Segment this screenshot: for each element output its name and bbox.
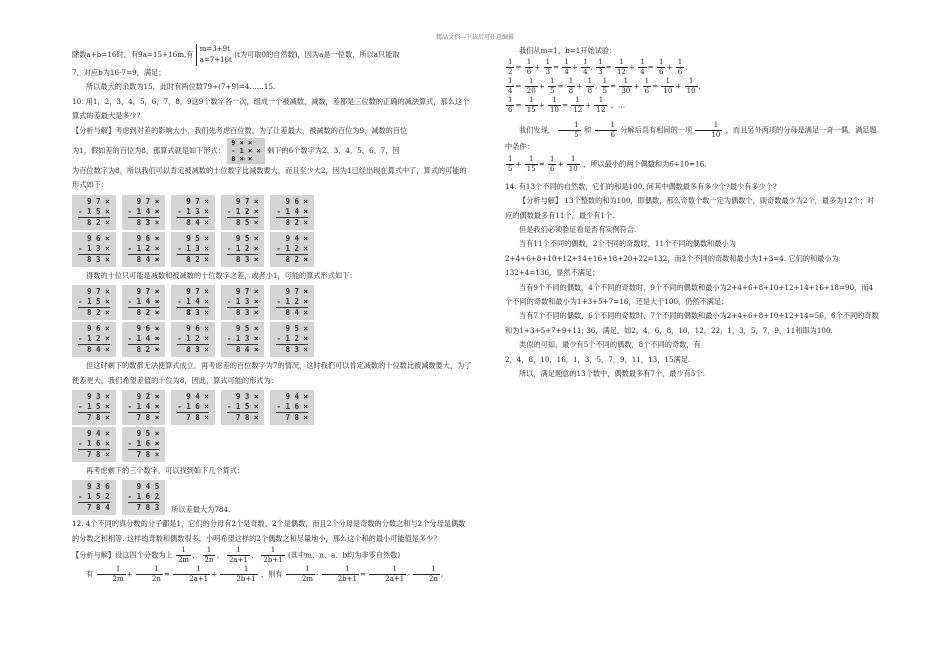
answer-14-line7: 2，4，8，10，16，1，3，5，7，9，11，13，15满足.: [505, 354, 691, 364]
subtraction-block: 9 5 × - 1 3 × 8 2 ×: [171, 232, 215, 267]
answer-14-line4: 当有9个不同的偶数，4个不同的奇数时，9个不同的偶数和最小为2+4+6+8+10+12+14+16+18=90，而4个不同的奇数和最小为1+3+5+7=16，还是大于100，仍然不满足；: [505, 282, 874, 307]
equation-system: m=3+9t a=7+16t: [196, 44, 232, 66]
answer-10-line2: 为1，假如差的百位为8，那算式就是如下形式： 9 × × - 1 × × 8 × × 剩下的6个数字为2、3、4、5、6、7，因: [72, 139, 400, 164]
answer-12-line1: 【分析与解】设这四个分数为上 $\frac{1}{2m}$ 、 $\frac{1}{2n}$ 、 $\frac{1}{2a+1}$ 、 $\frac{1}{2b+1}$ (其中m、n、a、b均为非零自然数): [72, 546, 401, 565]
subtraction-block: 9 6 × - 1 2 × 8 4 ×: [72, 322, 116, 357]
subtraction-block: 9 5 × - 1 3 × 8 4 ×: [221, 322, 265, 357]
subtraction-block: 9 2 × - 1 4 × 7 8 ×: [122, 390, 166, 425]
subtraction-block: 9 6 × - 1 4 × 8 2 ×: [122, 322, 166, 357]
subtraction-block: 9 5 × - 1 6 × 7 8 ×: [122, 427, 166, 462]
subtraction-block: 9 7 × - 1 3 × 8 3 ×: [221, 285, 265, 320]
subtraction-block: 9 5 × - 1 2 × 8 3 ×: [221, 232, 265, 267]
right-line1: 我们从m=1，b=1开始试验：: [519, 46, 617, 55]
arith-grid-2: [72, 285, 472, 357]
left-column: [72, 44, 472, 584]
right-line5: 我们发现， $\frac{1}{5}$ 和 $\frac{1}{6}$ 分解后具有相同的一项 $\frac{1}{10}$ ，而且另外两项的分母是满足一奇一偶，满足题中条件：: [505, 121, 877, 152]
answer-14-line5: 当有7个不同的偶数，6个不同的奇数时，7个不同的偶数和最小为2+4+6+8+10+12+14=56，6个不同的奇数和为1+3+5+7+9+11; 36，满足，如2，4，6，8，10，12，22，1，3，5，7，9，11和即为100.: [505, 311, 879, 335]
answer-12-line2: 有 $\frac{1}{2m}$ + $\frac{1}{2n}$ = $\frac{1}{2a+1}$ + $\frac{1}{2b+1}$ ，则有 $\frac{1}{2m}$ - $\frac{1}{2b+1}$ = $\frac{1}{2a+1}$ - $\frac{1}{2n}$ ,: [86, 565, 444, 584]
subtraction-block: 9 4 × - 1 6 × 7 8 ×: [72, 427, 116, 462]
subtraction-block: 9 6 × - 1 2 × 8 4 ×: [122, 232, 166, 267]
subtraction-block: 9 7 × - 1 5 × 8 2 ×: [72, 195, 116, 230]
fraction-row-1: $\frac{1}{2}$ = $\frac{1}{6}$ + $\frac{1}{3}$ = $\frac{1}{4}$ + $\frac{1}{4}$ , $\frac{1}{3}$ = $\frac{1}{12}$ + $\frac{1}{4}$ = $\frac{1}{6}$ + $\frac{1}{6}$ ,: [508, 58, 688, 77]
arith-row: [72, 285, 472, 320]
arith-row: [72, 195, 472, 230]
answer-14-line8: 所以，满足题意的13个数中，偶数最多有7个，最少有5个.: [519, 369, 705, 379]
arith-row: [72, 232, 472, 267]
subtraction-block: 9 6 × - 1 4 × 8 2 ×: [270, 195, 314, 230]
subtraction-block: 9 4 × - 1 6 × 7 8 ×: [171, 390, 215, 425]
answer-14-line3: 当有11个不同的偶数，2个不同的奇数时，11个不同的偶数和最小为2+4+6+8+10+12+14+16+18+20+22=132，而2个不同的奇数和最小为1+3=4. 它们的和最小为132+4=136，显然不满足；: [505, 239, 839, 278]
subtraction-block: 9 7 × - 1 5 × 8 2 ×: [72, 285, 116, 320]
subtraction-block: 9 4 5 - 1 6 2 7 8 3: [122, 480, 166, 515]
arith-grid-3: [72, 390, 472, 462]
subtraction-block: 9 5 × - 1 2 × 8 3 ×: [270, 322, 314, 357]
question-12: 12. 4个不同的真分数的分子都是1，它们的分母有2个是奇数、2个是偶数，而且2个分母是奇数的分数之和与2个分母是偶数的分数之和相等. 这样的奇数和偶数很多，小明希望这样的2个偶数之和尽量地小，那么这个和的最小可能值是多少？: [72, 519, 466, 543]
page-header: 精品文档---下载后可任意编辑: [435, 34, 515, 41]
fraction-row-2: $\frac{1}{4}$ = $\frac{1}{20}$ + $\frac{1}{5}$ = $\frac{1}{8}$ + $\frac{1}{8}$ , $\frac{1}{5}$ = $\frac{1}{30}$ + $\frac{1}{6}$ = $\frac{1}{10}$ + $\frac{1}{10}$ ,: [508, 77, 701, 96]
answer-10-line6: 再考虑剩下的三个数字，可以找到如下几个算式：: [86, 466, 245, 476]
subtraction-block: 9 7 × - 1 2 × 8 5 ×: [221, 195, 265, 230]
subtraction-block: 9 7 × - 1 4 × 8 3 ×: [122, 195, 166, 230]
subtraction-block: 9 4 × - 1 2 × 8 2 ×: [270, 232, 314, 267]
para-l1: 除数a+b=16时，有9a=15+16m,有 m=3+9t a=7+16t (t为可取0的自然数)，因为a是一位数，所以a只能取: [72, 45, 400, 64]
right-line6: $\frac{1}{5}$ + $\frac{1}{15}$ = $\frac{1}{6}$ + $\frac{1}{10}$ ，所以最小的两个偶数和为6+10=16.: [508, 154, 707, 173]
arith-row: [72, 322, 472, 357]
subtraction-block: 9 3 × - 1 5 × 7 8 ×: [72, 390, 116, 425]
subtraction-block: 9 3 × - 1 5 × 7 8 ×: [221, 390, 265, 425]
arith-row: [72, 427, 472, 462]
subtraction-block: 9 6 × - 1 3 × 8 3 ×: [72, 232, 116, 267]
question-10: 10. 用1，2，3，4，5，6，7，8，9这9个数字各一次，组成一个被减数，减数，差都是三位数的正确的减法算式，那么这个算式的差最大是多少？: [72, 96, 470, 121]
arith-row: [72, 390, 472, 425]
para-l2: 7，对应b为16-7=9，满足；: [72, 68, 166, 77]
arith-grid-1: [72, 195, 472, 267]
arith-row: [72, 480, 165, 515]
subtraction-block: 9 7 × - 1 4 × 8 2 ×: [122, 285, 166, 320]
fraction-row-3: $\frac{1}{6}$ = $\frac{1}{15}$ + $\frac{1}{10}$ = $\frac{1}{12}$ + $\frac{1}{12}$ ，…: [508, 96, 626, 115]
answer-14-line6: 类似的可知，最少有5个不同的偶数，8个不同的奇数，有: [519, 340, 701, 350]
answer-10-line3: 为百位数字为8，所以我们可以肯定被减数的十位数字比减数要大，而且至少大2，因为1已经出现在算式中了，算式的可能的形式如下：: [72, 166, 467, 190]
subtraction-block: 9 6 × - 1 2 × 8 3 ×: [171, 322, 215, 357]
subtraction-template: 9 × × - 1 × × 8 × ×: [227, 138, 265, 164]
question-14: 14. 有13个不同的自然数，它们的和是100. 问其中偶数最多有多少个?最少有多少个?: [505, 181, 777, 191]
answer-10-result: 所以差最大为784.: [171, 505, 231, 515]
subtraction-block: 9 4 × - 1 6 × 7 8 ×: [270, 390, 314, 425]
subtraction-block: 9 7 × - 1 4 × 8 3 ×: [171, 285, 215, 320]
para-l3: 所以最大的余数为15，此时有两位数79÷(7+9)=4……15.: [86, 82, 276, 92]
answer-14-line2: 但是我们必须验证看是否有实例符合.: [519, 225, 637, 235]
subtraction-block: 9 7 × - 1 2 × 8 4 ×: [270, 285, 314, 320]
answer-10-line1: 【分析与解】考虑到对差的影响大小，我们先考虑百位数。为了让差最大，被减数的百位为9，减数的百位: [72, 125, 408, 135]
answer-10-line4: 得数的十位只可能是减数和被减数的十位数字之差，或者小1，可能的算式形式如下：: [86, 270, 357, 280]
answer-14-line1: 【分析与解】 13个整数的和为100，即偶数，那么奇数个数一定为偶数个，则奇数最少为2个，最多为12个；对应的偶数最多有11个，最少有1个.: [505, 196, 875, 220]
subtraction-block: 9 3 6 - 1 5 2 7 8 4: [72, 480, 116, 515]
subtraction-block: 9 7 × - 1 3 × 8 4 ×: [171, 195, 215, 230]
answer-10-line5: 但这时剩下的数都无法使算式成立。再考虑差的百位数字为7的情况，这时我们可以肯定减数的十位数比被减数要大，为了使差更大，我们希望差值的十位为8，因此，算式可能的形式为：: [72, 361, 472, 385]
right-column: [505, 44, 880, 382]
arith-grid-4: [72, 478, 165, 517]
